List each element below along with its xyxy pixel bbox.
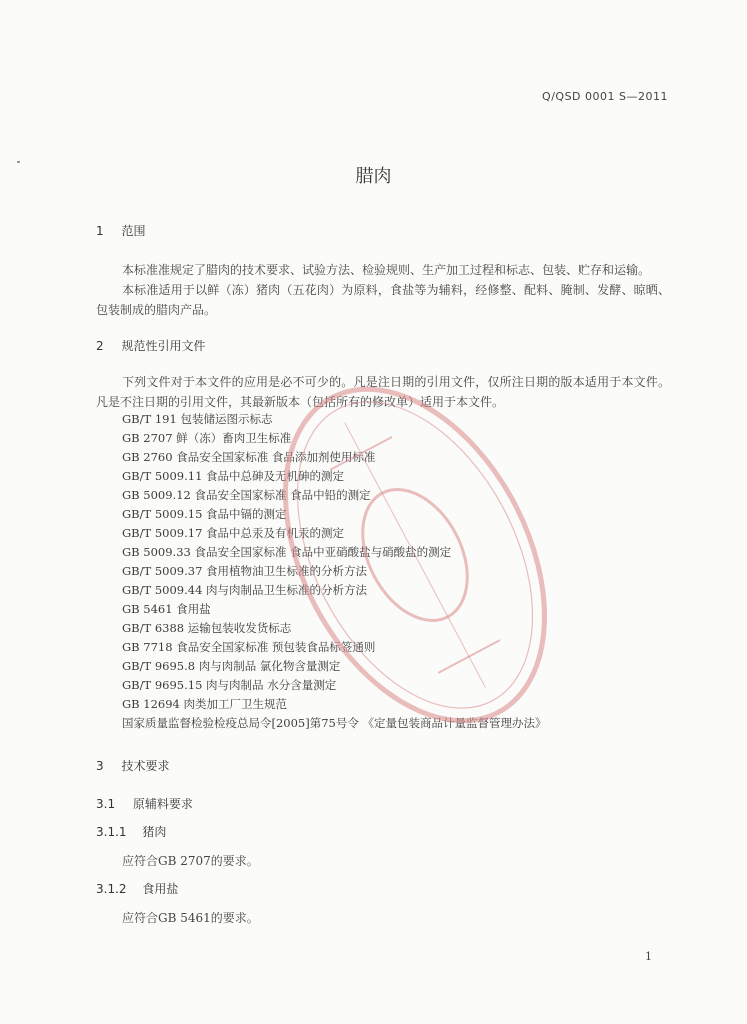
subsection-3-1-2-number: 3.1.2 xyxy=(96,882,127,896)
reference-item: GB 5009.33 食品安全国家标准 食品中亚硝酸盐与硝酸盐的测定 xyxy=(122,545,452,559)
subsection-3-1-title: 原辅料要求 xyxy=(132,797,193,811)
subsection-3-1-number: 3.1 xyxy=(96,797,116,811)
reference-item: GB/T 9695.8 肉与肉制品 氯化物含量测定 xyxy=(122,659,341,673)
reference-item: GB 5461 食用盐 xyxy=(122,602,211,616)
section-1-heading xyxy=(96,222,145,239)
reference-item: GB 2760 食品安全国家标准 食品添加剂使用标准 xyxy=(122,450,376,464)
section-2-intro xyxy=(96,372,670,412)
subsection-3-1-heading xyxy=(96,795,193,812)
pork-requirement: 应符合GB 2707的要求。 xyxy=(122,854,259,868)
document-title: 腊肉 xyxy=(355,166,392,187)
section-2-title: 规范性引用文件 xyxy=(121,339,206,353)
subsection-3-1-1-title: 猪肉 xyxy=(142,825,167,839)
reference-item: GB 12694 肉类加工厂卫生规范 xyxy=(122,697,288,711)
section-2-number: 2 xyxy=(96,339,104,353)
section-3-heading xyxy=(96,757,169,774)
reference-item: GB/T 5009.44 肉与肉制品卫生标准的分析方法 xyxy=(122,583,368,597)
reference-item: GB/T 6388 运输包装收发货标志 xyxy=(122,621,292,635)
section-3-title: 技术要求 xyxy=(121,759,170,773)
scope-paragraph-1: 本标准准规定了腊肉的技术要求、试验方法、检验规则、生产加工过程和标志、包装、贮存和运输。 xyxy=(122,263,651,277)
standard-code: Q/QSD 0001 S—2011 xyxy=(542,90,668,103)
reference-item: GB/T 5009.17 食品中总汞及有机汞的测定 xyxy=(122,526,345,540)
reference-item: GB/T 9695.15 肉与肉制品 水分含量测定 xyxy=(122,678,337,692)
section-3-number: 3 xyxy=(96,759,104,773)
page-number: 1 xyxy=(645,950,652,963)
reference-item: GB/T 5009.15 食品中镉的测定 xyxy=(122,507,287,521)
scope-paragraph-2: 本标准适用于以鲜（冻）猪肉（五花肉）为原料，食盐等为辅料，经修整、配料、腌制、发酵、晾晒、包装制成的腊肉产品。 xyxy=(96,283,670,317)
section-2-heading xyxy=(96,337,205,354)
salt-requirement: 应符合GB 5461的要求。 xyxy=(122,911,259,925)
reference-item: GB/T 191 包装储运图示标志 xyxy=(122,412,273,426)
reference-item: GB/T 5009.11 食品中总砷及无机砷的测定 xyxy=(122,469,345,483)
subsection-3-1-2-title: 食用盐 xyxy=(142,882,179,896)
reference-item: GB 5009.12 食品安全国家标准 食品中铅的测定 xyxy=(122,488,371,502)
section-1-number: 1 xyxy=(96,224,104,238)
reference-item: GB 2707 鲜（冻）畜肉卫生标准 xyxy=(122,431,292,445)
reference-item: GB/T 5009.37 食用植物油卫生标准的分析方法 xyxy=(122,564,368,578)
reference-item: GB 7718 食品安全国家标准 预包装食品标签通则 xyxy=(122,640,376,654)
reference-list xyxy=(122,410,682,733)
subsection-3-1-2-heading xyxy=(96,880,178,897)
reference-item: 国家质量监督检验检疫总局令[2005]第75号令 《定量包装商品计量监督管理办法》 xyxy=(122,716,547,730)
subsection-3-1-1-heading xyxy=(96,823,166,840)
section-1-body xyxy=(96,260,670,320)
section-1-title: 范围 xyxy=(121,224,146,238)
subsection-3-1-1-number: 3.1.1 xyxy=(96,825,127,839)
references-intro: 下列文件对于本文件的应用是必不可少的。凡是注日期的引用文件，仅所注日期的版本适用于本文件。凡是不注日期的引用文件，其最新版本（包括所有的修改单）适用于本文件。 xyxy=(96,375,670,409)
